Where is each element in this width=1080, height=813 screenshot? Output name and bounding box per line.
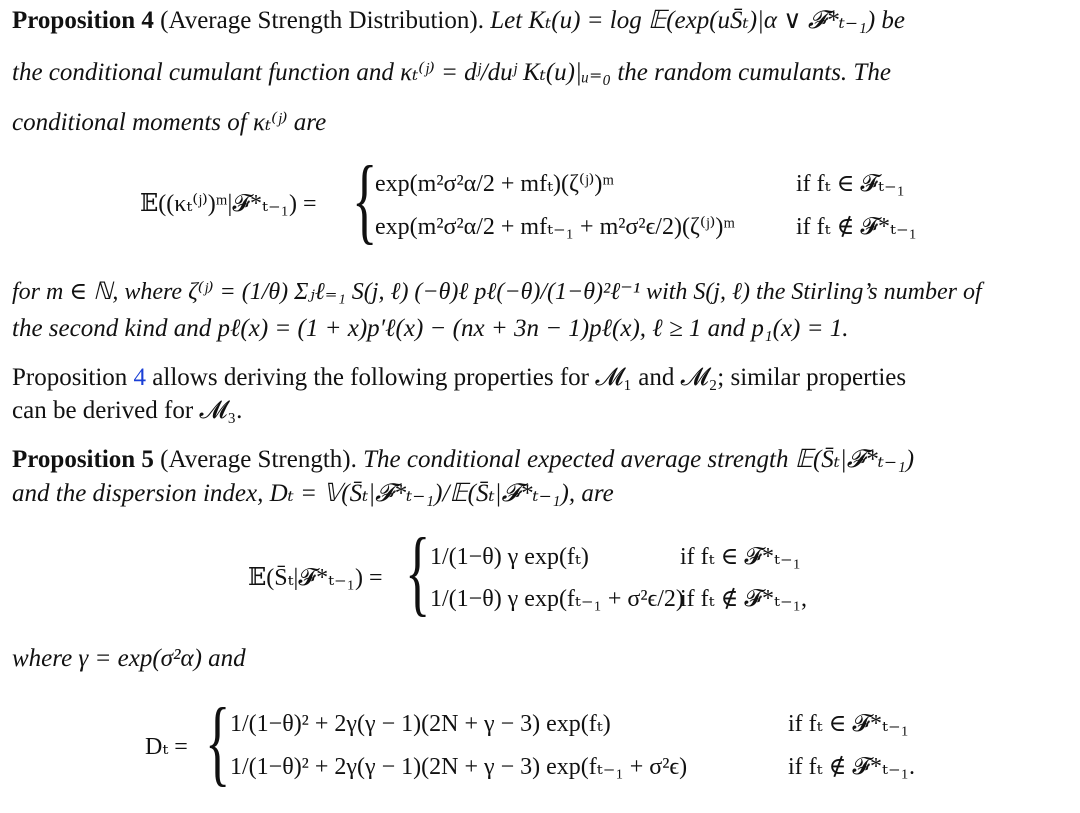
prop4-statement-1: Let Kₜ(u) = log 𝔼(exp(uS̄ₜ)|α ∨ 𝓕*ₜ₋₁) be bbox=[490, 7, 905, 34]
paragraph-text-a: Proposition bbox=[12, 364, 134, 391]
prop4-statement-2: the conditional cumulant function and κₜ⁽ʲ⁾ = dʲ/duʲ Kₜ(u)|ᵤ₌₀ the random cumulants. The bbox=[12, 59, 891, 86]
eq3-brace: { bbox=[205, 688, 231, 795]
eq1-followup-1: for m ∈ ℕ, where ζ⁽ʲ⁾ = (1/θ) Σⱼℓ₌₁ S(j, ℓ) (−θ)ℓ pℓ(−θ)/(1−θ)²ℓ⁻¹ with S(j, ℓ) the Stirling’s number of bbox=[12, 279, 982, 305]
eq2-case2: 1/(1−θ) γ exp(fₜ₋₁ + σ²ϵ/2) bbox=[430, 586, 684, 612]
prop4-heading: Proposition 4 bbox=[12, 7, 154, 34]
prop4-line1 bbox=[12, 8, 905, 33]
eq3-cond2: if fₜ ∉ 𝓕*ₜ₋₁. bbox=[788, 754, 916, 780]
eq2-cond2: if fₜ ∉ 𝓕*ₜ₋₁, bbox=[680, 586, 808, 612]
eq2-cond1: if fₜ ∈ 𝓕*ₜ₋₁ bbox=[680, 544, 802, 570]
eq1-lhs: 𝔼((κₜ⁽ʲ⁾)ᵐ|𝓕*ₜ₋₁) = bbox=[140, 191, 317, 217]
eq1-case1: exp(m²σ²α/2 + mfₜ)(ζ⁽ʲ⁾)ᵐ bbox=[375, 171, 615, 197]
prop5-title: (Average Strength). bbox=[160, 446, 357, 473]
prop5-statement-1: The conditional expected average strength 𝔼(S̄ₜ|𝓕*ₜ₋₁) bbox=[363, 446, 915, 473]
eq1-followup-2: the second kind and pℓ(x) = (1 + x)p′ℓ(x) − (nx + 3n − 1)pℓ(x), ℓ ≥ 1 and p₁(x) = 1. bbox=[12, 315, 849, 342]
proposition-ref-link[interactable]: 4 bbox=[133, 364, 147, 391]
paragraph-line2: can be derived for 𝓜₃. bbox=[12, 397, 243, 424]
where-gamma: where γ = exp(σ²α) and bbox=[12, 645, 246, 672]
eq1-case2: exp(m²σ²α/2 + mfₜ₋₁ + m²σ²ϵ/2)(ζ⁽ʲ⁾)ᵐ bbox=[375, 214, 736, 240]
paragraph-line1 bbox=[12, 365, 906, 390]
paragraph-text-b: allows deriving the following properties for 𝓜₁ and 𝓜₂; similar properties bbox=[146, 364, 907, 391]
eq3-case1: 1/(1−θ)² + 2γ(γ − 1)(2N + γ − 3) exp(fₜ) bbox=[230, 711, 611, 737]
eq1-cond1: if fₜ ∈ 𝓕ₜ₋₁ bbox=[796, 171, 906, 197]
prop5-line1 bbox=[12, 447, 914, 472]
prop4-title: (Average Strength Distribution). bbox=[160, 7, 484, 34]
eq3-lhs: Dₜ = bbox=[145, 734, 188, 760]
eq3-case2: 1/(1−θ)² + 2γ(γ − 1)(2N + γ − 3) exp(fₜ₋₁ + σ²ϵ) bbox=[230, 754, 688, 780]
eq1-brace: { bbox=[352, 146, 378, 253]
eq2-case1: 1/(1−θ) γ exp(fₜ) bbox=[430, 544, 589, 570]
eq2-lhs: 𝔼(S̄ₜ|𝓕*ₜ₋₁) = bbox=[248, 565, 383, 591]
prop4-statement-3: conditional moments of κₜ⁽ʲ⁾ are bbox=[12, 109, 327, 136]
prop5-heading: Proposition 5 bbox=[12, 446, 154, 473]
eq3-cond1: if fₜ ∈ 𝓕*ₜ₋₁ bbox=[788, 711, 910, 737]
prop5-statement-2: and the dispersion index, Dₜ = 𝕍(S̄ₜ|𝓕*ₜ₋₁)/𝔼(S̄ₜ|𝓕*ₜ₋₁), are bbox=[12, 480, 614, 507]
eq2-brace: { bbox=[405, 518, 431, 625]
eq1-cond2: if fₜ ∉ 𝓕*ₜ₋₁ bbox=[796, 214, 918, 240]
